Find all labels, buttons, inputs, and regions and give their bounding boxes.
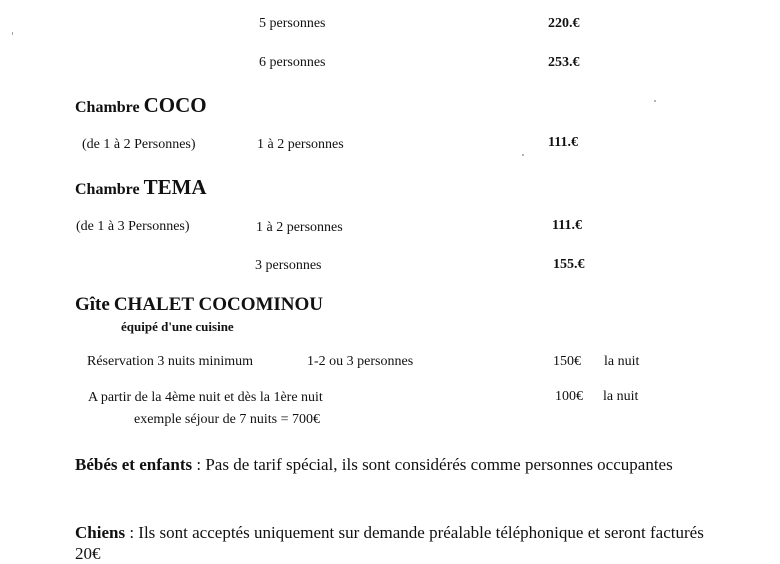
capacity-note: (de 1 à 3 Personnes) <box>76 219 190 234</box>
price-row-people: 3 personnes <box>255 258 322 273</box>
gite-subtitle: équipé d'une cuisine <box>121 319 234 334</box>
dogs-label: Chiens <box>75 523 126 542</box>
top-row-price: 253.€ <box>548 55 580 70</box>
price-row-people: 1 à 2 personnes <box>256 220 343 235</box>
gite-row-price: 100€ <box>555 389 583 404</box>
price-row-people: 1 à 2 personnes <box>257 137 344 152</box>
gite-example: exemple séjour de 7 nuits = 700€ <box>134 412 320 427</box>
price-row-price: 111.€ <box>548 135 578 150</box>
heading-name: TEMA <box>143 175 207 199</box>
heading-prefix: Chambre <box>75 181 140 198</box>
top-row-price: 220.€ <box>548 16 580 31</box>
gite-row-label: A partir de la 4ème nuit et dès la 1ère nuit <box>88 390 323 405</box>
scan-speck <box>522 154 524 156</box>
top-row-people: 6 personnes <box>259 55 326 70</box>
section-heading-coco <box>75 93 207 118</box>
gite-row-unit: la nuit <box>604 354 640 369</box>
scan-speck <box>12 32 13 35</box>
section-heading-tema <box>75 175 207 200</box>
heading-name: CHALET COCOMINOU <box>113 294 324 315</box>
capacity-note: (de 1 à 2 Personnes) <box>82 137 196 152</box>
babies-paragraph <box>75 454 715 475</box>
dogs-text: : Ils sont acceptés uniquement sur demande préalable téléphonique et seront facturés 20€ <box>75 523 704 563</box>
scan-speck <box>654 100 656 102</box>
dogs-paragraph <box>75 522 715 564</box>
gite-row-people: 1-2 ou 3 personnes <box>307 354 414 369</box>
gite-row-label: Réservation 3 nuits minimum <box>87 354 254 369</box>
top-row-people: 5 personnes <box>259 16 326 31</box>
heading-name: COCO <box>143 93 207 117</box>
gite-row-price: 150€ <box>553 354 581 369</box>
babies-text: : Pas de tarif spécial, ils sont considérés comme personnes occupantes <box>192 455 673 474</box>
section-heading-gite <box>75 294 323 316</box>
price-row-price: 111.€ <box>552 218 582 233</box>
babies-label: Bébés et enfants <box>75 455 193 474</box>
heading-prefix: Chambre <box>75 99 140 116</box>
price-row-price: 155.€ <box>553 257 585 272</box>
heading-prefix: Gîte <box>75 294 110 315</box>
gite-row-unit: la nuit <box>603 389 639 404</box>
